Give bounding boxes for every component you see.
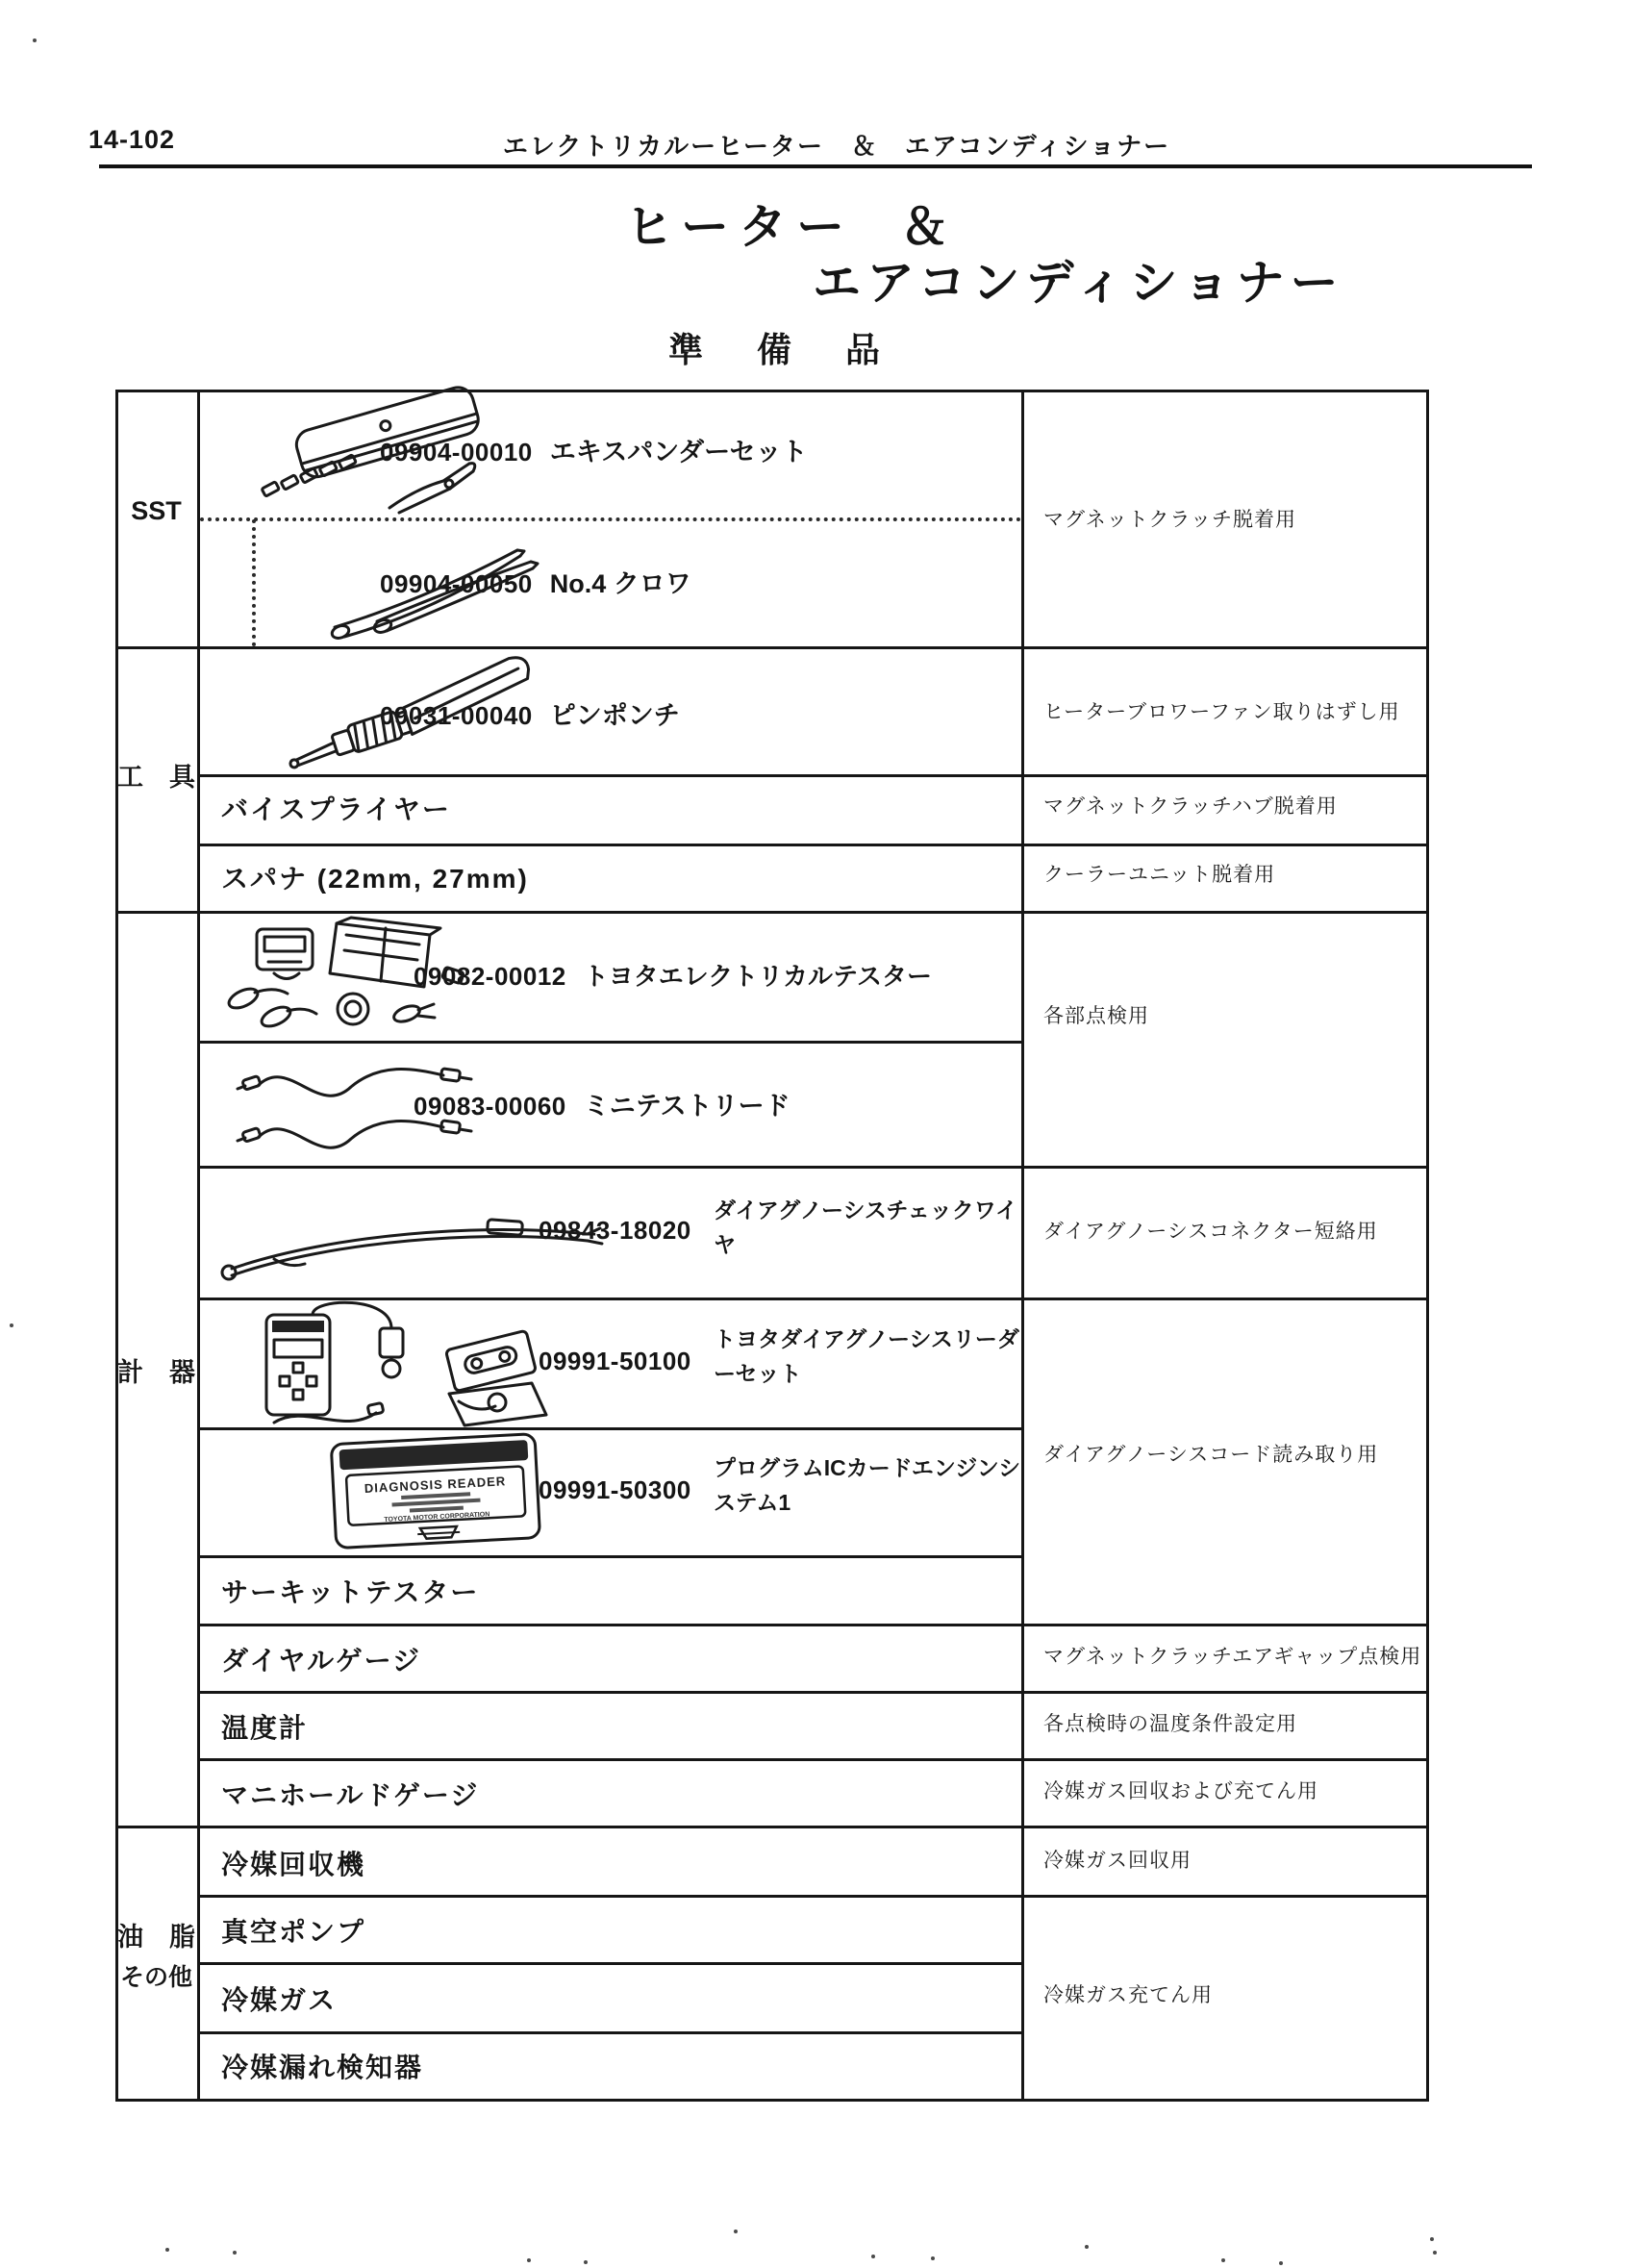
meter-row-circuit-tester: サーキットテスター [221, 1577, 480, 1607]
section-border-meter-oil [115, 1826, 1429, 1828]
row-divider [197, 1298, 1429, 1300]
row-divider [197, 1166, 1429, 1169]
sst-dotted-vertical [252, 519, 256, 646]
ic-card-title-text: DIAGNOSIS READER [364, 1474, 507, 1496]
diagnosis-reader-set-illustration [245, 1303, 572, 1426]
part-name: エキスパンダーセット [549, 438, 808, 466]
part-code: 09082-00012 [414, 962, 566, 991]
section-border-tool-meter [115, 911, 1429, 914]
use-text: 各部点検用 [1043, 1004, 1149, 1027]
no4-claw-illustration [317, 531, 548, 642]
part-name: トヨタダイアグノーシスリーダーセット [714, 1326, 1019, 1386]
part-name: No.4 クロワ [549, 569, 691, 598]
scan-speckle [1221, 2258, 1225, 2262]
scan-speckle [931, 2256, 935, 2260]
scan-speckle [584, 2260, 588, 2264]
part-name: ミニテストリード [583, 1092, 790, 1121]
use-text: ダイアグノーシスコネクター短絡用 [1043, 1220, 1378, 1243]
tool-row-spanner: スパナ (22mm, 27mm) [221, 864, 529, 894]
use-text: 各点検時の温度条件設定用 [1043, 1712, 1297, 1735]
running-head: エレクトリカルーヒーター ＆ エアコンディショナー [502, 132, 1171, 161]
use-text: 冷媒ガス回収および充てん用 [1043, 1779, 1318, 1802]
scan-speckle [1430, 2237, 1434, 2241]
category-sst: SST [131, 496, 182, 525]
pin-punch-illustration [269, 659, 558, 769]
diagnosis-check-wire-illustration [216, 1197, 601, 1289]
part-code: 09843-18020 [539, 1216, 691, 1245]
row-divider [197, 774, 1429, 777]
section-border-sst-tool [115, 646, 1429, 649]
row-divider-desc-only [197, 1555, 1024, 1558]
oil-row-vacuum-pump: 真空ポンプ [221, 1917, 366, 1947]
row-divider-desc-only [197, 1041, 1024, 1044]
scan-speckle [1433, 2251, 1437, 2255]
tool-row-vise-pliers: バイスプライヤー [221, 794, 451, 824]
part-code: 09991-50100 [539, 1347, 691, 1375]
scan-speckle [233, 2251, 237, 2255]
part-name: ピンポンチ [549, 701, 680, 730]
scan-speckle [33, 38, 37, 42]
expander-set-illustration [245, 396, 534, 517]
row-divider [197, 1758, 1429, 1761]
oil-row-refrigerant-gas: 冷媒ガス [221, 1985, 338, 2015]
part-name: トヨタエレクトリカルテスター [583, 962, 932, 991]
part-code: 09904-00050 [380, 569, 533, 598]
row-divider [197, 1895, 1429, 1898]
electrical-tester-illustration [207, 916, 495, 1038]
page-number: 14-102 [88, 125, 176, 154]
scan-speckle [1085, 2245, 1089, 2249]
use-text: 冷媒ガス回収用 [1043, 1849, 1192, 1872]
row-divider-desc-only [197, 1962, 1024, 1965]
part-code: 09083-00060 [414, 1092, 566, 1121]
scan-speckle [165, 2248, 169, 2252]
oil-row-recovery-machine: 冷媒回収機 [221, 1850, 366, 1879]
row-divider-desc-only [197, 1427, 1024, 1430]
scan-speckle [10, 1323, 13, 1327]
scan-speckle [527, 2258, 531, 2262]
scan-speckle [1279, 2261, 1283, 2265]
oil-row-leak-detector: 冷媒漏れ検知器 [221, 2053, 424, 2082]
section-heading: 準 備 品 [668, 330, 891, 369]
scan-speckle [734, 2230, 738, 2233]
use-text: 冷媒ガス充てん用 [1043, 1983, 1213, 2006]
table-border-top [115, 390, 1429, 392]
title-ampersand: ＆ [900, 200, 958, 254]
meter-row-manifold-gauge: マニホールドゲージ [221, 1780, 480, 1810]
row-divider [197, 1624, 1429, 1626]
part-code: 09991-50300 [539, 1475, 691, 1504]
table-border-bottom [115, 2099, 1429, 2102]
part-name: プログラムICカードエンジンシステム1 [714, 1455, 1021, 1515]
row-divider-desc-only [197, 2031, 1024, 2034]
use-text: マグネットクラッチ脱着用 [1043, 508, 1296, 531]
row-divider [197, 844, 1429, 846]
sst-dotted-divider [200, 517, 1021, 521]
part-name: ダイアグノーシスチェックワイヤ [714, 1197, 1018, 1257]
use-text: マグネットクラッチエアギャップ点検用 [1043, 1645, 1422, 1668]
meter-row-thermometer: 温度計 [221, 1713, 309, 1743]
use-text: ダイアグノーシスコード読み取り用 [1043, 1443, 1379, 1466]
category-oil-line1: 油 脂 [117, 1923, 195, 1952]
title-heater: ヒーター [625, 200, 854, 254]
page-title-line2: エアコンディショナー [813, 256, 1344, 310]
ic-card-maker-text: TOYOTA MOTOR CORPORATION [384, 1511, 490, 1524]
scan-speckle [871, 2255, 875, 2258]
use-text: ヒーターブロワーファン取りはずし用 [1043, 700, 1400, 723]
program-ic-card-illustration [293, 1433, 582, 1552]
row-divider [197, 1691, 1429, 1694]
part-code: 09904-00010 [380, 438, 533, 466]
part-code: 09031-00040 [380, 701, 533, 730]
use-text: マグネットクラッチハブ脱着用 [1043, 794, 1338, 818]
header-rule [99, 164, 1532, 168]
category-tools: 工 具 [117, 763, 195, 792]
category-meters: 計 器 [117, 1358, 195, 1387]
category-oil-line2: その他 [119, 1964, 192, 1991]
mini-test-leads-illustration [236, 1048, 486, 1162]
use-text: クーラーユニット脱着用 [1043, 863, 1276, 886]
meter-row-dial-gauge: ダイヤルゲージ [221, 1646, 422, 1676]
